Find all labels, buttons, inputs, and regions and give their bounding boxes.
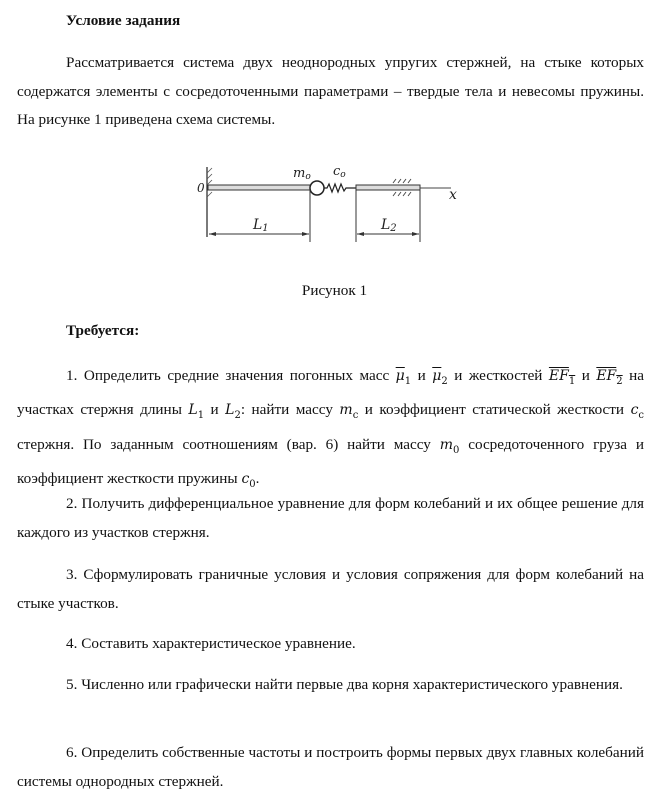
intro-paragraph: Рассматривается система двух неоднородных упругих стержней, на стыке которых содержатся элементы с сосредоточенными параметрами – твердые тела и невесомы пружины. На рисунке 1 приведена схема системы. <box>17 54 644 128</box>
figure-1 <box>193 147 480 268</box>
heading-required: Требуется: <box>66 322 140 339</box>
item-4: 4. Составить характеристическое уравнение. <box>66 635 356 652</box>
rod-2 <box>356 185 420 190</box>
spring-label: co <box>333 164 346 180</box>
mass-label: mo <box>293 166 311 182</box>
heading-task-conditions: Условие задания <box>66 12 181 29</box>
L1-label: L1 <box>253 217 269 234</box>
origin-label: 0 <box>197 181 205 195</box>
mass-m0 <box>310 181 324 195</box>
item-6: 6. Определить собственные частоты и построить формы первых двух главных колебаний системы однородных стержней. <box>17 744 644 790</box>
item-5: 5. Численно или графически найти первые два корня характеристического уравнения. <box>66 676 623 693</box>
item-1: 1. Определить средние значения погонных масс $\overline{\mu}_1$ и $\overline{\mu}_2$ и жесткостей $EF_1$ и $EF_2$ на участках стержня длины $L_1$ и $L_2$: найти массу $m_c$ и коэффициент статической жесткости $c_c$ стержня. По заданным соотношениям (вар. 6) найти массу $m_0$ сосредоточенного груза и коэффициент жесткости пружины $c_0$. <box>17 367 645 490</box>
x-axis-label: x <box>449 187 457 203</box>
rod-1 <box>208 185 310 190</box>
spring-c0 <box>324 184 356 192</box>
figure-caption: Рисунок 1 <box>301 282 368 299</box>
system-scheme-diagram <box>193 147 480 268</box>
item-2: 2. Получить дифференциальное уравнение для форм колебаний и их общее решение для каждого из участков стержня. <box>17 495 644 541</box>
L2-label: L2 <box>381 217 397 234</box>
wall-hatch <box>207 168 212 197</box>
item-3: 3. Сформулировать граничные условия и условия сопряжения для форм колебаний на стыке участков. <box>17 566 644 612</box>
